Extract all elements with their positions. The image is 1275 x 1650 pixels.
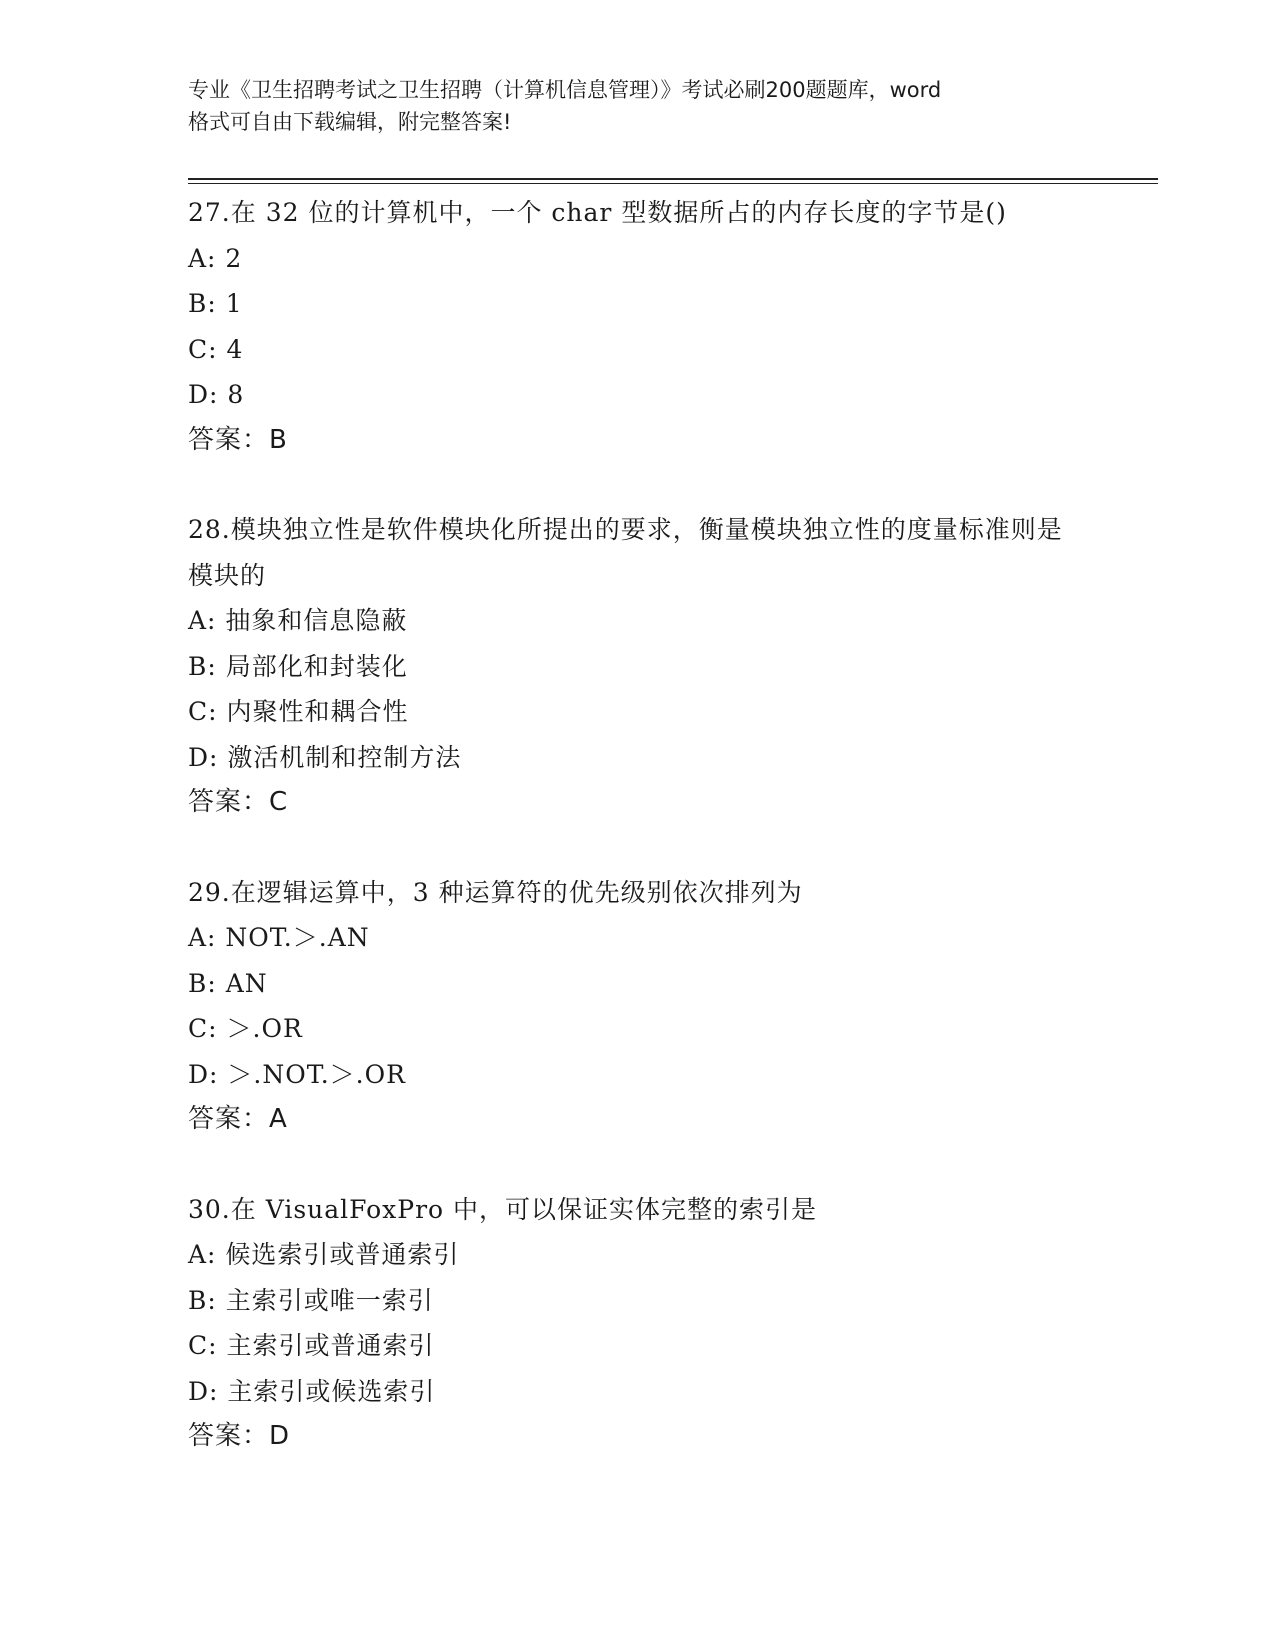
option-b: B: AN <box>188 968 268 998</box>
answer: 答案：A <box>188 1104 288 1134</box>
header-divider-thick <box>188 178 1158 180</box>
question-29 <box>188 870 1148 1143</box>
option-b: B: 1 <box>188 289 243 318</box>
answer: 答案：D <box>188 1421 291 1451</box>
option-d: D: 8 <box>188 380 245 409</box>
option-c: C: 主索引或普通索引 <box>188 1331 435 1360</box>
option-d: D: 主索引或候选索引 <box>188 1376 436 1406</box>
question-28 <box>188 507 1148 826</box>
question-stem: 28.模块独立性是软件模块化所提出的要求，衡量模块独立性的度量标准则是模块的 <box>188 515 1063 590</box>
option-a: A: NOT.＞.AN <box>188 923 370 952</box>
question-stem: 27.在 32 位的计算机中，一个 char 型数据所占的内存长度的字节是() <box>188 198 1007 227</box>
answer: 答案：B <box>188 424 288 455</box>
option-d: D: ＞.NOT.＞.OR <box>188 1059 406 1089</box>
question-27 <box>188 190 1148 463</box>
answer: 答案：C <box>188 787 289 817</box>
question-30 <box>188 1187 1148 1460</box>
option-c: C: 内聚性和耦合性 <box>188 697 409 726</box>
option-c: C: ＞.OR <box>188 1014 303 1043</box>
header-line-2: 格式可自由下载编辑，附完整答案! <box>188 110 512 134</box>
option-b: B: 主索引或唯一索引 <box>188 1285 434 1315</box>
question-list <box>188 190 1148 1504</box>
question-stem: 30.在 VisualFoxPro 中，可以保证实体完整的索引是 <box>188 1194 818 1224</box>
document-header <box>188 74 1088 138</box>
header-divider-thin <box>188 183 1158 184</box>
option-a: A: 2 <box>188 243 243 273</box>
option-d: D: 激活机制和控制方法 <box>188 742 462 772</box>
question-stem: 29.在逻辑运算中，3 种运算符的优先级别依次排列为 <box>188 877 803 907</box>
option-c: C: 4 <box>188 334 244 364</box>
option-a: A: 抽象和信息隐蔽 <box>188 606 408 635</box>
option-a: A: 候选索引或普通索引 <box>188 1240 460 1269</box>
option-b: B: 局部化和封装化 <box>188 651 408 681</box>
header-line-1: 专业《卫生招聘考试之卫生招聘（计算机信息管理）》考试必刷200题题库，word <box>188 78 942 102</box>
